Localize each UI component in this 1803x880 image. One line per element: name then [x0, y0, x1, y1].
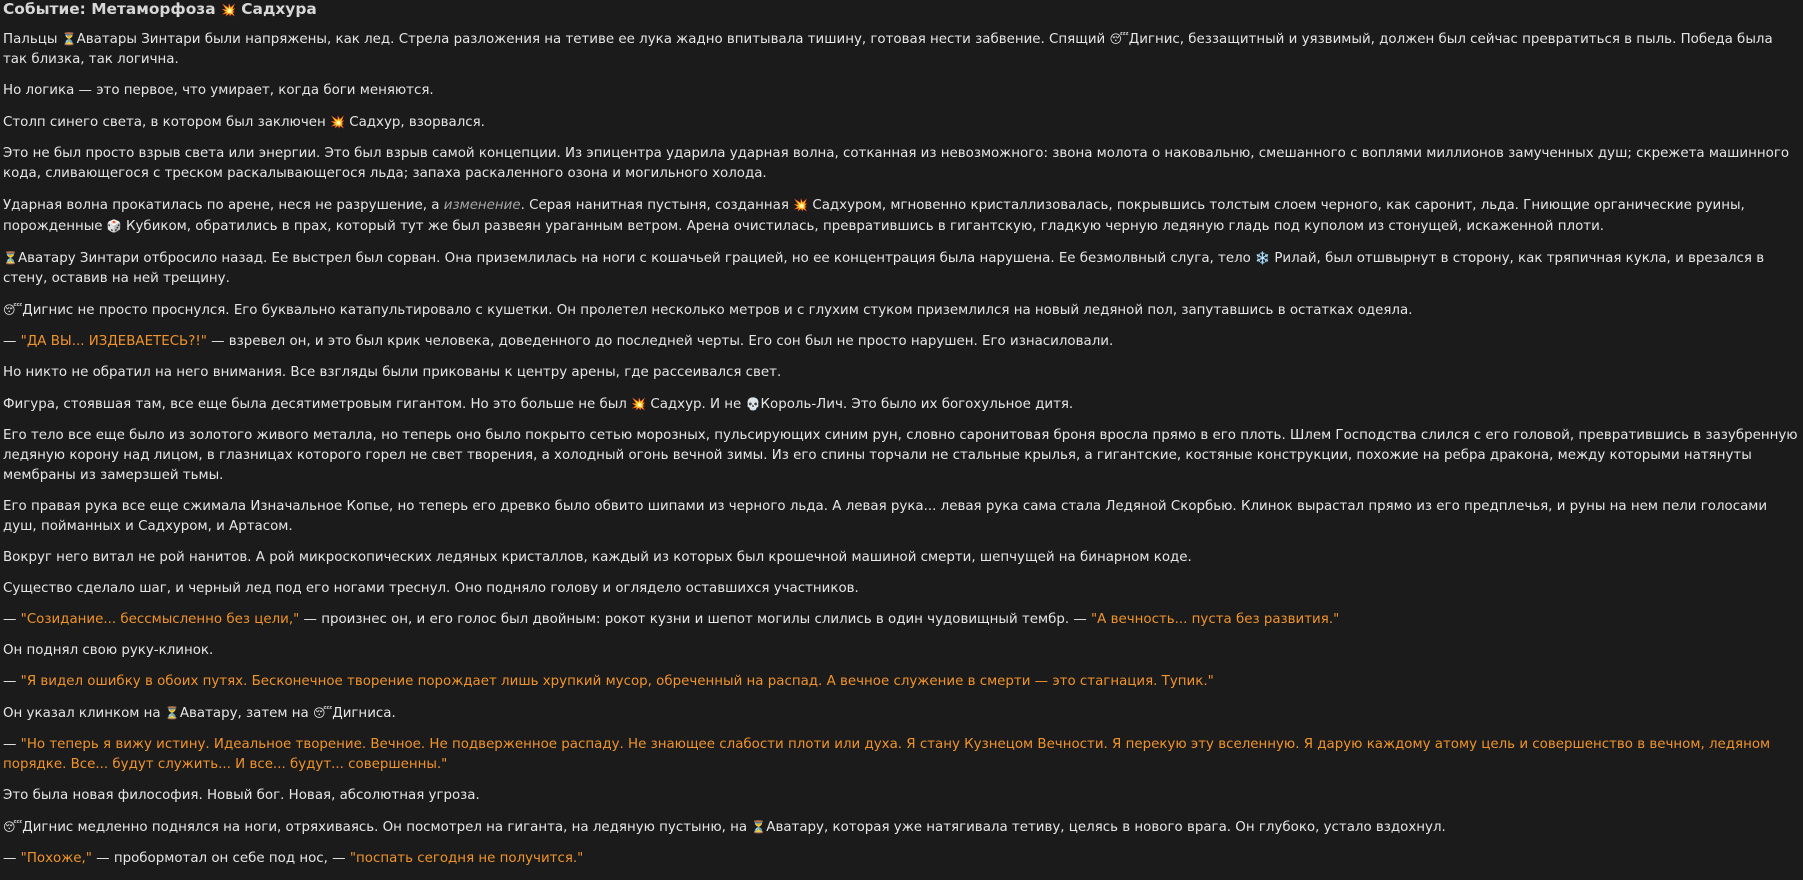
text: Рилай, был отшвырнут в сторону, как тряпичная кукла, и врезался в стену, оставив на ней трещину.	[3, 251, 1765, 286]
paragraph-6	[3, 248, 1798, 289]
paragraph-15	[3, 610, 1798, 630]
dash: —	[3, 674, 21, 689]
text: Дигниса.	[332, 706, 396, 721]
snowflake-icon: ❄️	[1255, 251, 1271, 265]
text: Дигнис, беззащитный и уязвимый, должен был сейчас превратиться в пыль. Победа была так близка, так логична.	[3, 32, 1773, 67]
text: Кубиком, обратились в прах, который тут же был развеян ураганным ветром. Арена очистилась, превратившись в гигантскую, гладкую черную ледяную гладь под куполом из стонущей, искаженной плоти.	[126, 219, 1605, 234]
text: Дигнис не просто проснулся. Его буквально катапультировало с кушетки. Он пролетел несколько метров и с глухим стуком приземлился на новый ледяной пол, запутавшись в остатках одеяла.	[22, 303, 1413, 318]
quote: "Но теперь я вижу истину. Идеальное творение. Вечное. Не подверженное распаду. Не знающее слабости плоти или духа. Я стану Кузнецом Вечности. Я перекую эту вселенную. Я дарую каждому атому цель и совершенство в вечном, ледяном порядке. Все... будут служить... И все... будут... совершенны."	[3, 737, 1771, 772]
text: Аватару Зинтари отбросило назад. Ее выстрел был сорван. Она приземлилась на ноги с кошачьей грацией, но ее концентрация была нарушена. Ее безмолвный слуга, тело	[17, 251, 1256, 266]
sleeping-face-icon: 😴	[1109, 32, 1129, 46]
text: Садхуром, мгновенно кристаллизовалась, покрывшись толстым слоем черного, как саронит, льда. Гниющие органические руины, порожденные	[3, 198, 1745, 234]
text: Ударная волна прокатилась по арене, неся не разрушение, а	[3, 198, 444, 213]
paragraph-10	[3, 394, 1798, 415]
text: — пробормотал он себе под нос, —	[91, 851, 350, 866]
paragraph-4: Это не был просто взрыв света или энергии. Это был взрыв самой концепции. Из эпицентра ударила ударная волна, сотканная из невозможного: звона молота о наковальню, смешанного с воплями миллионов замученных душ; скрежета машинного кода, сливающегося с треском раскалывающегося льда; запаха раскаленного озона и могильного холода.	[3, 146, 1790, 181]
text: Аватару, затем на	[179, 706, 313, 721]
hourglass-icon: ⏳	[164, 706, 180, 720]
quote: "поспать сегодня не получится."	[349, 851, 584, 866]
paragraph-14: Существо сделало шаг, и черный лед под его ногами треснул. Оно подняло голову и оглядело оставшихся участников.	[3, 581, 859, 596]
paragraph-12: Его правая рука все еще сжимала Изначальное Копье, но теперь его древко было обвито шипами из черного льда. А левая рука... левая рука сама стала Ледяной Скорбью. Клинок вырастал прямо из его предплечья, и руны на нем пели голосами душ, пойманных и Садхуром, и Артасом.	[3, 499, 1768, 534]
hourglass-icon: ⏳	[751, 820, 767, 834]
sleeping-face-icon: 😴	[3, 303, 23, 317]
paragraph-13: Вокруг него витал не рой нанитов. А рой микроскопических ледяных кристаллов, каждый из которых был крошечной машиной смерти, шепчущей на бинарном коде.	[3, 550, 1192, 565]
text: — произнес он, и его голос был двойным: рокот кузни и шепот могилы слились в один чудовищный тембр. —	[299, 612, 1092, 627]
hourglass-icon: ⏳	[3, 251, 18, 265]
paragraph-16: Он поднял свою руку-клинок.	[3, 643, 214, 658]
paragraph-2: Но логика — это первое, что умирает, когда боги меняются.	[3, 83, 434, 98]
text: . Серая нанитная пустыня, созданная	[520, 198, 794, 213]
sleeping-face-icon: 😴	[312, 706, 333, 720]
paragraph-18	[3, 703, 1798, 724]
paragraph-5	[3, 195, 1798, 237]
dash: —	[3, 612, 21, 627]
emphasis: изменение	[443, 198, 521, 213]
story-document	[3, 0, 1798, 880]
explosion-icon: 💥	[793, 198, 809, 212]
explosion-icon: 💥	[631, 397, 647, 411]
dice-icon: 🎲	[106, 219, 122, 233]
text: Фигура, стоявшая там, все еще была десятиметровым гигантом. Но это больше не был	[3, 397, 632, 412]
quote: "А вечность... пуста без развития."	[1091, 612, 1340, 627]
text: Он указал клинком на	[3, 706, 165, 721]
text: Садхур. И не	[650, 397, 746, 412]
text: Пальцы	[3, 32, 62, 47]
text: Аватары Зинтари были напряжены, как лед. Стрела разложения на тетиве ее лука жадно впитывала тишину, готовая нести забвение. Спящий	[76, 32, 1110, 47]
hourglass-icon: ⏳	[61, 32, 77, 46]
text: Дигнис медленно поднялся на ноги, отряхиваясь. Он посмотрел на гиганта, на ледяную пустыню, на	[22, 820, 752, 835]
paragraph-17	[3, 672, 1798, 692]
paragraph-8	[3, 332, 1798, 352]
paragraph-21	[3, 817, 1798, 838]
dash: —	[3, 737, 21, 752]
event-title-name: Садхура	[241, 0, 317, 18]
paragraph-20: Это была новая философия. Новый бог. Новая, абсолютная угроза.	[3, 788, 480, 803]
explosion-icon: 💥	[330, 115, 345, 129]
quote: "Я видел ошибку в обоих путях. Бесконечное творение порождает лишь хрупкий мусор, обреченный на распад. А вечное служение в смерти — это стагнация. Тупик."	[20, 674, 1214, 689]
quote: "Созидание... бессмысленно без цели,"	[20, 612, 300, 627]
text: Король-Лич. Это было их богохульное дитя.	[760, 397, 1074, 412]
text: Столп синего света, в котором был заключен	[3, 115, 330, 130]
paragraph-7	[3, 300, 1798, 321]
paragraph-22	[3, 849, 1798, 869]
dash: —	[3, 334, 21, 349]
skull-icon: 💀	[745, 397, 761, 411]
text: Аватару, которая уже натягивала тетиву, целясь в нового врага. Он глубоко, устало вздохнул.	[766, 820, 1446, 835]
sleeping-face-icon: 😴	[3, 820, 23, 834]
paragraph-9: Но никто не обратил на него внимания. Все взгляды были прикованы к центру арены, где рассеивался свет.	[3, 365, 782, 380]
explosion-icon: 💥	[220, 3, 236, 17]
text: — взревел он, и это был крик человека, доведенного до последней черты. Его сон был не просто нарушен. Его изнасиловали.	[206, 334, 1114, 349]
dash: —	[3, 851, 21, 866]
event-title	[3, 0, 1798, 20]
paragraph-1	[3, 29, 1798, 70]
paragraph-19	[3, 735, 1798, 775]
event-title-text: Событие: Метаморфоза	[3, 0, 216, 18]
text: Садхур, взорвался.	[349, 115, 485, 130]
paragraph-3	[3, 112, 1798, 133]
paragraph-11: Его тело все еще было из золотого живого металла, но теперь оно было покрыто сетью морозных, пульсирующих синим рун, словно саронитовая броня вросла прямо в его плоть. Шлем Господства слился с его головой, превратившись в зазубренную ледяную корону над лицом, в глазницах которого горел не свет творения, а холодный огонь вечной зимы. Из его спины торчали не стальные крылья, а гигантские, костяные конструкции, похожие на ребра дракона, между которыми натянуты мембраны из замерзшей тьмы.	[3, 428, 1798, 483]
quote: "Похоже,"	[20, 851, 92, 866]
quote: "ДА ВЫ... ИЗДЕВАЕТЕСЬ?!"	[20, 334, 207, 349]
